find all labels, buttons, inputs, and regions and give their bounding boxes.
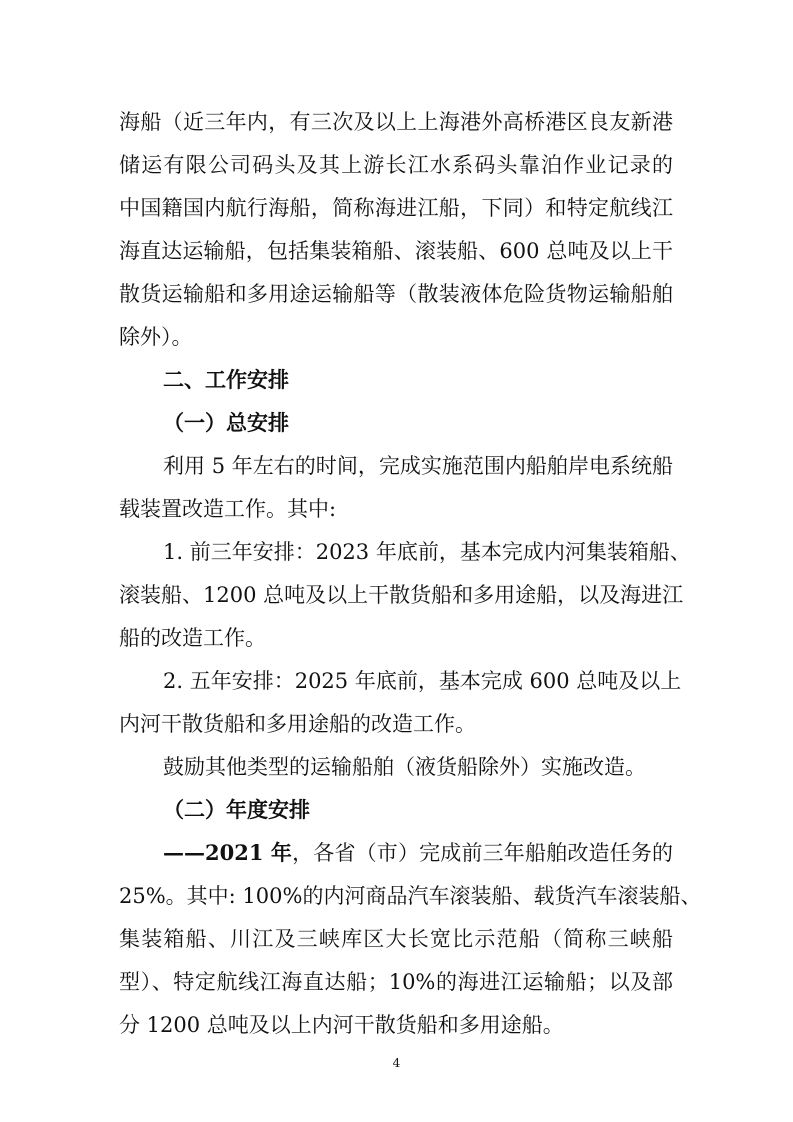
list-item-line: 2. 五年安排：2025 年底前，基本完成 600 总吨及以上 [163,669,682,693]
paragraph-line: 型）、特定航线江海直达船；10%的海进江运输船；以及部 [119,970,673,994]
list-item-line: 滚装船、1200 总吨及以上干散货船和多用途船，以及海进江 [119,583,684,607]
list-item-line: 船的改造工作。 [119,626,266,650]
year-label: ——2021 年 [163,840,293,865]
paragraph-line: 除外）。 [119,325,193,349]
subsection-heading: （一）总安排 [163,410,289,435]
paragraph-line: 分 1200 总吨及以上内河干散货船和多用途船。 [119,1013,564,1037]
subsection-heading: （二）年度安排 [163,797,310,822]
paragraph-line: 中国籍国内航行海船，简称海进江船，下同）和特定航线江 [119,196,673,220]
paragraph-line: 散货运输船和多用途运输船等（散装液体危险货物运输船舶 [119,282,673,306]
section-heading: 二、工作安排 [163,367,289,392]
paragraph-line: 鼓励其他类型的运输船舶（液货船除外）实施改造。 [163,755,646,779]
paragraph-line: 储运有限公司码头及其上游长江水系码头靠泊作业记录的 [119,153,673,177]
paragraph-line: 集装箱船、川江及三峡库区大长宽比示范船（简称三峡船 [119,927,673,951]
paragraph-line: 海船（近三年内，有三次及以上上海港外高桥港区良友新港 [119,110,673,134]
paragraph-line: 25%。其中: 100%的内河商品汽车滚装船、载货汽车滚装船、 [119,884,702,908]
list-item-line: 内河干散货船和多用途船的改造工作。 [119,712,476,736]
paragraph-line: 载装置改造工作。其中: [119,497,337,521]
list-item-line: 1. 前三年安排：2023 年底前，基本完成内河集装箱船、 [163,540,691,564]
paragraph-text: ，各省（市）完成前三年船舶改造任务的 [292,841,674,865]
paragraph-line: 利用 5 年左右的时间，完成实施范围内船舶岸电系统船 [163,454,673,478]
paragraph-line: 海直达运输船，包括集装箱船、滚装船、600 总吨及以上干 [119,239,673,263]
page-number: 4 [392,1056,401,1070]
paragraph-line [0,839,673,867]
